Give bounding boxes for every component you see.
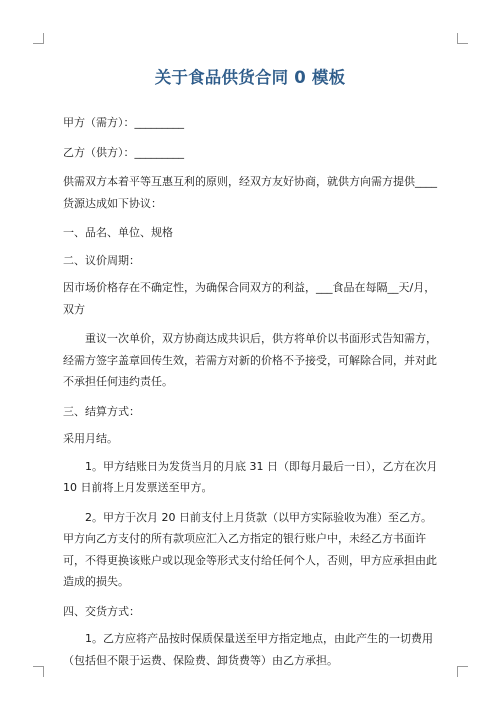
document-body [63,112,441,671]
page-corner-mark-bottom-right [457,666,468,677]
price-paragraph-2: 重议一次单价，双方协商达成共识后，供方将单价以书面形式告知需方，经需方签字盖章回传生效，若需方对新的价格不予接受，可解除合同，并对此不承担任何违约责任。 [63,332,437,388]
page-corner-mark-bottom-left [33,666,44,677]
section-heading-product: 一、品名、单位、规格 [63,226,173,239]
settlement-method: 采用月结。 [63,432,118,445]
section-heading-delivery: 四、交货方式： [63,604,140,618]
intro-paragraph: 供需双方本着平等互惠互利的原则，经双方友好协商，就供方向需方提供____货源达成如下协议： [63,175,437,210]
party-a-line: 甲方（需方）：_________ [63,116,184,129]
page-corner-mark-top-right [457,33,468,44]
price-paragraph-1: 因市场价格存在不确定性，为确保合同双方的利益，___食品在每隔__天/月，双方 [63,281,436,316]
section-heading-settlement: 三、结算方式： [63,404,140,418]
delivery-item-1: 1。乙方应将产品按时保质保量送至甲方指定地点，由此产生的一切费用（包括但不限于运费、保险费、卸货费等）由乙方承担。 [63,632,433,667]
page-corner-mark-top-left [33,33,44,44]
document-title: 关于食品供货合同 0 模板 [154,68,346,87]
settlement-item-2: 2。甲方于次月 20 日前支付上月货款（以甲方实际验收为准）至乙方。甲方向乙方支付的所有款项应汇入乙方指定的银行账户中，未经乙方书面许可，不得更换该账户或以现金等形式支付给任何个人，否则，甲方应承担由此造成的损失。 [63,510,437,588]
section-heading-price-cycle: 二、议价周期： [63,253,140,267]
settlement-item-1: 1。甲方结账日为发货当月的月底 31 日（即每月最后一日），乙方在次月 10 日前将上月发票送至甲方。 [63,459,438,494]
party-b-line: 乙方（供方）：_________ [63,145,184,159]
